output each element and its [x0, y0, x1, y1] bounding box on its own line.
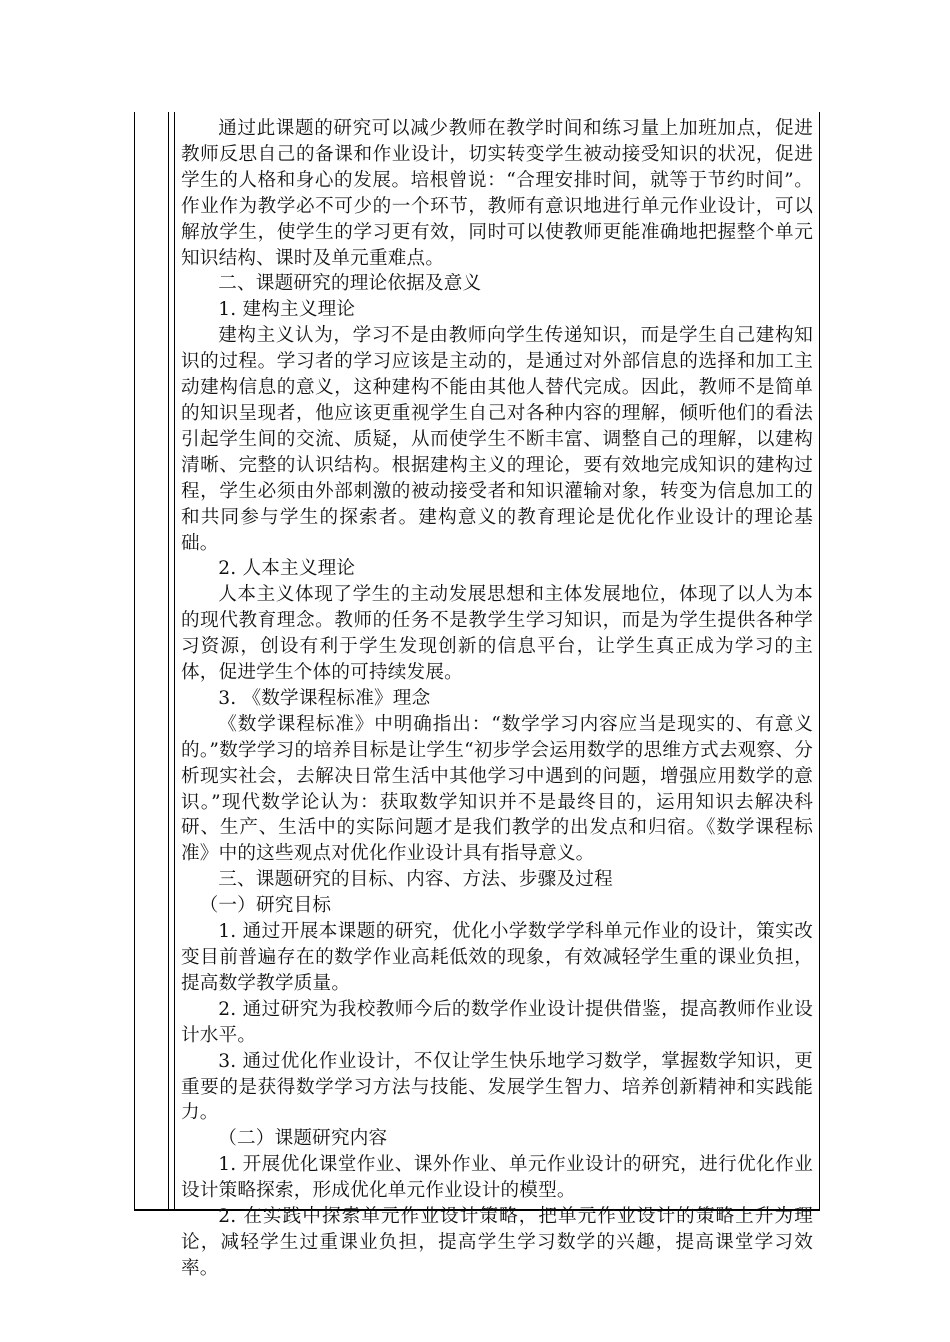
paragraph: 建构主义认为，学习不是由教师向学生传递知识，而是学生自己建构知识的过程。学习者的学习应该是主动的，是通过对外部信息的选择和加工主动建构信息的意义，这种建构不能由其他人替代完成。因此，教师不是简单的知识呈现者，他应该更重视学生自己对各种内容的理解，倾听他们的看法引起学生间的交流、质疑，从而使学生不断丰富、调整自己的理解，以建构清晰、完整的认识结构。根据建构主义的理论，要有效地完成知识的建构过程，学生必须由外部刺激的被动接受者和知识灌输对象，转变为信息加工的和共同参与学生的探索者。建构意义的教育理论是优化作业设计的理论基础。 — [181, 325, 813, 554]
paragraph: 1. 通过开展本课题的研究，优化小学数学学科单元作业的设计，策实改变目前普遍存在的数学作业高耗低效的现象，有效减轻学生重的课业负担，提高数学教学质量。 — [181, 921, 813, 994]
subsection-heading: 3. 《数学课程标准》理念 — [218, 687, 431, 709]
subsection-heading: （二）课题研究内容 — [218, 1128, 388, 1150]
subsection-heading: （一）研究目标 — [199, 895, 332, 917]
paragraph: 2. 在实践中探索单元作业设计策略，把单元作业设计的策略上升为理论，减轻学生过重课业负担，提高学生学习数学的兴趣，提高课堂学习效率。 — [181, 1206, 813, 1279]
section-heading: 二、课题研究的理论依据及意义 — [218, 273, 482, 295]
document-body — [181, 116, 813, 1282]
paragraph: 3. 通过优化作业设计，不仅让学生快乐地学习数学，掌握数学知识，更重要的是获得数学学习方法与技能、发展学生智力、培养创新精神和实践能力。 — [181, 1050, 813, 1124]
section-heading: 三、课题研究的目标、内容、方法、步骤及过程 — [218, 869, 613, 891]
paragraph: 通过此课题的研究可以减少教师在教学时间和练习量上加班加点，促进教师反思自己的备课和作业设计，切实转变学生被动接受知识的状况，促进学生的人格和身心的发展。培根曾说：“合理安排时间，就等于节约时间”。作业作为教学必不可少的一个环节，教师有意识地进行单元作业设计，可以解放学生，使学生的学习更有效，同时可以使教师更能准确地把握整个单元知识结构、课时及单元重难点。 — [181, 118, 813, 269]
subsection-heading: 2. 人本主义理论 — [218, 558, 356, 580]
paragraph: 人本主义体现了学生的主动发展思想和主体发展地位，体现了以人为本的现代教育理念。教师的任务不是教学生学习知识，而是为学生提供各种学习资源，创设有利于学生发现创新的信息平台，让学生真正成为学习的主体，促进学生个体的可持续发展。 — [181, 584, 813, 684]
column-divider-right — [174, 112, 175, 1209]
subsection-heading: 1. 建构主义理论 — [218, 299, 356, 321]
paragraph: 2. 通过研究为我校教师今后的数学作业设计提供借鉴，提高教师作业设计水平。 — [181, 998, 813, 1046]
column-divider-left — [168, 112, 169, 1209]
paragraph: 1. 开展优化课堂作业、课外作业、单元作业设计的研究，进行优化作业设计策略探索，形成优化单元作业设计的模型。 — [181, 1154, 813, 1202]
paragraph: 《数学课程标准》中明确指出：“数学学习内容应当是现实的、有意义的。”数学学习的培养目标是让学生“初步学会运用数学的思维方式去观察、分析现实社会，去解决日常生活中其他学习中遇到的问题，增强应用数学的意识。”现代数学论认为：获取数学知识并不是最终目的，运用知识去解决科研、生产、生活中的实际问题才是我们教学的出发点和归宿。《数学课程标准》中的这些观点对优化作业设计具有指导意义。 — [181, 713, 813, 865]
